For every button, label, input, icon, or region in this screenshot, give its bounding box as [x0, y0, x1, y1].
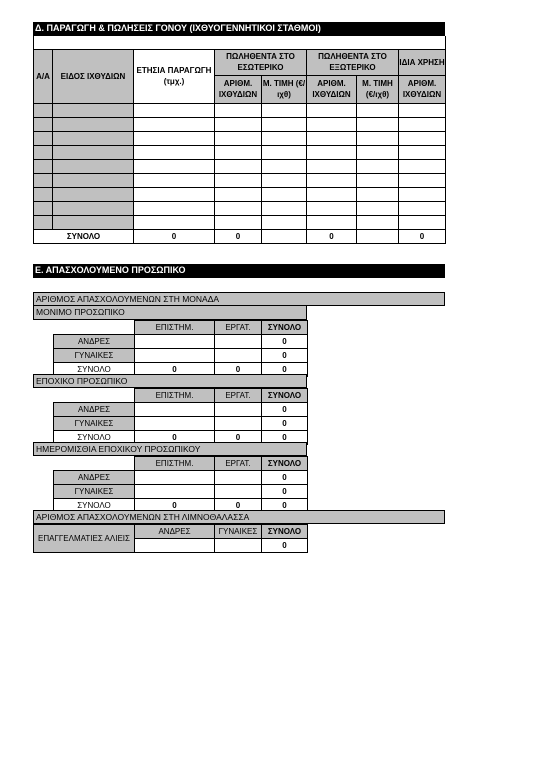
professional-fishers-label: ΕΠΑΓΓΕΛΜΑΤΙΕΣ ΑΛΙΕΙΣ — [34, 525, 135, 553]
col-scientific: ΕΠΙΣΤΗΜ. — [135, 321, 215, 335]
row-men: ΑΝΔΡΕΣ — [54, 335, 135, 349]
sub-price-abroad: Μ. ΤΙΜΗ (€/ιχθ) — [357, 75, 399, 103]
total-abroad-count: 0 — [307, 229, 357, 243]
col-workers: ΕΡΓΑΤ. — [215, 457, 262, 471]
col-sold-domestic-header: ΠΩΛΗΘΕΝΤΑ ΣΤΟ ΕΣΩΤΕΡΙΚΟ — [215, 49, 307, 75]
row-total: ΣΥΝΟΛΟ — [54, 431, 135, 445]
total-own-use: 0 — [399, 229, 446, 243]
permanent-staff-table: ΕΠΙΣΤΗΜ. ΕΡΓΑΤ. ΣΥΝΟΛΟ ΑΝΔΡΕΣ 0 ΓΥΝΑΙΚΕΣ 0 ΣΥΝΟΛΟ 0 0 0 — [53, 320, 308, 377]
col-own-use-header: ΙΔΙΑ ΧΡΗΣΗ — [399, 49, 446, 75]
row-women: ΓΥΝΑΙΚΕΣ — [54, 485, 135, 499]
daily-wages-label: ΗΜΕΡΟΜΙΣΘΙΑ ΕΠΟΧΙΚΟΥ ΠΡΟΣΩΠΙΚΟΥ — [33, 442, 307, 456]
table-row — [34, 159, 446, 173]
section-e-title: Ε. ΑΠΑΣΧΟΛΟΥΜΕΝΟ ΠΡΟΣΩΠΙΚΟ — [33, 264, 445, 278]
row-men: ΑΝΔΡΕΣ — [54, 471, 135, 485]
total-row — [34, 229, 446, 243]
lagoon-col-total: ΣΥΝΟΛΟ — [262, 525, 308, 539]
col-total: ΣΥΝΟΛΟ — [262, 321, 308, 335]
sub-price-domestic: Μ. ΤΙΜΗ (€/ιχθ) — [262, 75, 307, 103]
unit-employees-header: ΑΡΙΘΜΟΣ ΑΠΑΣΧΟΛΟΥΜΕΝΩΝ ΣΤΗ ΜΟΝΑΔΑ — [33, 292, 445, 306]
permanent-staff-label: ΜΟΝΙΜΟ ΠΡΟΣΩΠΙΚΟ — [33, 306, 307, 320]
table-row — [34, 103, 446, 117]
col-aa-header: Α/Α — [34, 49, 53, 103]
sub-count-abroad: ΑΡΙΘΜ. ΙΧΘΥΔΙΩΝ — [307, 75, 357, 103]
col-scientific: ΕΠΙΣΤΗΜ. — [135, 389, 215, 403]
table-row — [34, 173, 446, 187]
seasonal-staff-label: ΕΠΟΧΙΚΟ ΠΡΟΣΩΠΙΚΟ — [33, 374, 307, 388]
row-women: ΓΥΝΑΙΚΕΣ — [54, 349, 135, 363]
col-production-header: ΕΤΗΣΙΑ ΠΑΡΑΓΩΓΗ (τμχ.) — [134, 49, 215, 103]
lagoon-col-women: ΓΥΝΑΙΚΕΣ — [215, 525, 262, 539]
sub-count-own-use: ΑΡΙΘΜ. ΙΧΘΥΔΙΩΝ — [399, 75, 446, 103]
row-total: ΣΥΝΟΛΟ — [54, 363, 135, 377]
lagoon-table — [33, 524, 308, 553]
table-row — [34, 215, 446, 229]
col-workers: ΕΡΓΑΤ. — [215, 389, 262, 403]
table-row — [34, 201, 446, 215]
table-row — [34, 187, 446, 201]
lagoon-employees-header: ΑΡΙΘΜΟΣ ΑΠΑΣΧΟΛΟΥΜΕΝΩΝ ΣΤΗ ΛΙΜΝΟΘΑΛΑΣΣΑ — [33, 510, 445, 524]
total-domestic-count: 0 — [215, 229, 262, 243]
row-total: ΣΥΝΟΛΟ — [54, 499, 135, 513]
production-sales-table — [33, 36, 446, 244]
row-women: ΓΥΝΑΙΚΕΣ — [54, 417, 135, 431]
lagoon-total: 0 — [262, 539, 308, 553]
col-total: ΣΥΝΟΛΟ — [262, 389, 308, 403]
col-total: ΣΥΝΟΛΟ — [262, 457, 308, 471]
daily-wages-table: ΕΠΙΣΤΗΜ. ΕΡΓΑΤ. ΣΥΝΟΛΟ ΑΝΔΡΕΣ 0 ΓΥΝΑΙΚΕΣ 0 ΣΥΝΟΛΟ 0 0 0 — [53, 456, 308, 513]
col-sold-abroad-header: ΠΩΛΗΘΕΝΤΑ ΣΤΟ ΕΞΩΤΕΡΙΚΟ — [307, 49, 399, 75]
total-abroad-price — [357, 229, 399, 243]
total-label: ΣΥΝΟΛΟ — [34, 229, 134, 243]
col-species-header: ΕΙΔΟΣ ΙΧΘΥΔΙΩΝ — [53, 49, 134, 103]
sub-count-domestic: ΑΡΙΘΜ. ΙΧΘΥΔΙΩΝ — [215, 75, 262, 103]
total-domestic-price — [262, 229, 307, 243]
table-row — [34, 131, 446, 145]
col-workers: ΕΡΓΑΤ. — [215, 321, 262, 335]
row-men: ΑΝΔΡΕΣ — [54, 403, 135, 417]
col-scientific: ΕΠΙΣΤΗΜ. — [135, 457, 215, 471]
table-row — [34, 117, 446, 131]
lagoon-col-men: ΑΝΔΡΕΣ — [135, 525, 215, 539]
section-d-title: Δ. ΠΑΡΑΓΩΓΗ & ΠΩΛΗΣΕΙΣ ΓΟΝΟΥ (ΙΧΘΥΟΓΕΝΝΗΤΙΚΟΙ ΣΤΑΘΜΟΙ) — [33, 22, 445, 36]
table-row — [34, 145, 446, 159]
seasonal-staff-table: ΕΠΙΣΤΗΜ. ΕΡΓΑΤ. ΣΥΝΟΛΟ ΑΝΔΡΕΣ 0 ΓΥΝΑΙΚΕΣ 0 ΣΥΝΟΛΟ 0 0 0 — [53, 388, 308, 445]
total-production: 0 — [134, 229, 215, 243]
